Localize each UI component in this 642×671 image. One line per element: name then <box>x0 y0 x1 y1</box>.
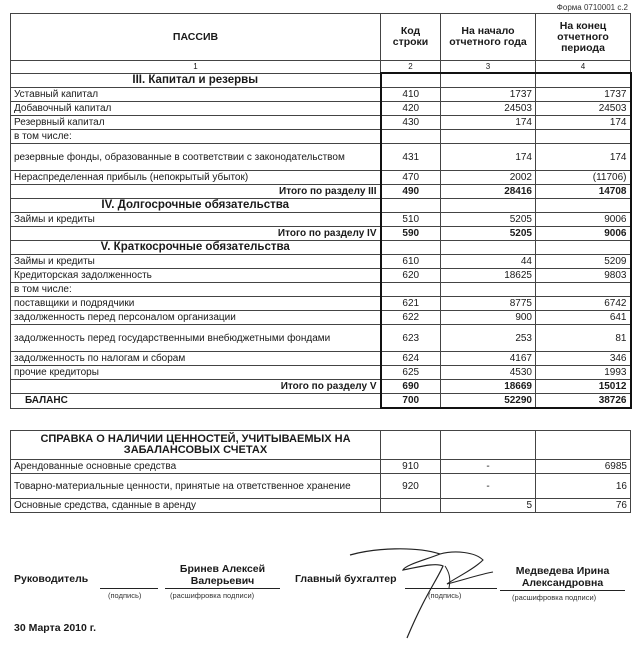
table-row <box>11 213 631 227</box>
header-code: Код строки <box>381 14 441 61</box>
section-row <box>11 199 631 213</box>
table-row <box>11 144 631 171</box>
row-end-value: 641 <box>536 311 631 325</box>
row-name: задолженность по налогам и сборам <box>11 352 381 366</box>
balance-row <box>11 394 631 409</box>
accountant-signature <box>345 540 505 640</box>
col-number: 2 <box>381 61 441 74</box>
row-start-value: 1737 <box>441 88 536 102</box>
liabilities-rows <box>11 73 631 408</box>
row-name: Кредиторская задолженность <box>11 269 381 283</box>
header-end-of-period: На конец отчетного периода <box>536 14 631 61</box>
row-end-value: 9006 <box>536 213 631 227</box>
row-end-value: 1993 <box>536 366 631 380</box>
row-code: 621 <box>381 297 441 311</box>
row-name: Займы и кредиты <box>11 213 381 227</box>
table-row <box>11 255 631 269</box>
row-start-value: 52290 <box>441 394 536 409</box>
row-code: 490 <box>381 185 441 199</box>
row-start-value: 900 <box>441 311 536 325</box>
empty-cell <box>441 431 536 460</box>
row-code: 410 <box>381 88 441 102</box>
row-start-value <box>441 73 536 88</box>
row-start-value: 5205 <box>441 227 536 241</box>
row-start-value <box>441 283 536 297</box>
off-row-start: - <box>441 460 536 474</box>
row-end-value: 346 <box>536 352 631 366</box>
row-code: 625 <box>381 366 441 380</box>
row-name: Итого по разделу V <box>11 380 381 394</box>
row-code: 420 <box>381 102 441 116</box>
row-start-value <box>441 199 536 213</box>
table-row <box>11 171 631 185</box>
row-end-value: 15012 <box>536 380 631 394</box>
row-end-value: 81 <box>536 325 631 352</box>
table-row <box>11 102 631 116</box>
off-balance-row <box>11 460 631 474</box>
table-row <box>11 269 631 283</box>
row-code: 610 <box>381 255 441 269</box>
section-row <box>11 241 631 255</box>
row-code <box>381 130 441 144</box>
row-code: 430 <box>381 116 441 130</box>
off-row-end: 16 <box>536 474 631 499</box>
row-code: 622 <box>381 311 441 325</box>
row-name: Уставный капитал <box>11 88 381 102</box>
off-balance-row <box>11 499 631 513</box>
total-row <box>11 227 631 241</box>
row-name: резервные фонды, образованные в соответствии с законодательством <box>11 144 381 171</box>
col-number: 4 <box>536 61 631 74</box>
row-code <box>381 241 441 255</box>
row-name: III. Капитал и резервы <box>11 73 381 88</box>
head-decode-line <box>165 588 280 589</box>
row-name: в том числе: <box>11 130 381 144</box>
row-start-value: 5205 <box>441 213 536 227</box>
row-code: 590 <box>381 227 441 241</box>
accountant-sign-caption: (подпись) <box>428 591 462 600</box>
row-code: 624 <box>381 352 441 366</box>
row-code: 470 <box>381 171 441 185</box>
off-balance-title: СПРАВКА О НАЛИЧИИ ЦЕННОСТЕЙ, УЧИТЫВАЕМЫХ НА ЗАБАЛАНСОВЫХ СЧЕТАХ <box>11 431 381 460</box>
row-end-value: 6742 <box>536 297 631 311</box>
row-end-value <box>536 241 631 255</box>
row-start-value: 174 <box>441 144 536 171</box>
row-end-value <box>536 130 631 144</box>
row-end-value: 24503 <box>536 102 631 116</box>
row-name: Итого по разделу IV <box>11 227 381 241</box>
row-code <box>381 73 441 88</box>
row-end-value: 5209 <box>536 255 631 269</box>
off-balance-row <box>11 474 631 499</box>
off-row-code <box>381 499 441 513</box>
row-start-value: 174 <box>441 116 536 130</box>
row-end-value <box>536 283 631 297</box>
row-name: Займы и кредиты <box>11 255 381 269</box>
row-code: 700 <box>381 394 441 409</box>
section-row <box>11 73 631 88</box>
table-row <box>11 297 631 311</box>
empty-cell <box>536 431 631 460</box>
row-end-value: 174 <box>536 116 631 130</box>
row-start-value: 28416 <box>441 185 536 199</box>
report-date: 30 Марта 2010 г. <box>14 622 97 634</box>
off-row-code: 920 <box>381 474 441 499</box>
table-row <box>11 311 631 325</box>
off-row-end: 6985 <box>536 460 631 474</box>
accountant-name: Медведева Ирина Александровна <box>515 565 610 589</box>
row-name: Итого по разделу III <box>11 185 381 199</box>
table-row <box>11 366 631 380</box>
head-name: Бринев Алексей Валерьевич <box>179 563 266 587</box>
off-row-start: - <box>441 474 536 499</box>
row-start-value: 18625 <box>441 269 536 283</box>
row-code: 690 <box>381 380 441 394</box>
row-name: задолженность перед персоналом организации <box>11 311 381 325</box>
table-row <box>11 352 631 366</box>
row-start-value: 4530 <box>441 366 536 380</box>
row-end-value: 14708 <box>536 185 631 199</box>
off-row-name: Основные средства, сданные в аренду <box>11 499 381 513</box>
head-decode-caption: (расшифровка подписи) <box>170 591 255 600</box>
row-start-value: 253 <box>441 325 536 352</box>
table-row <box>11 116 631 130</box>
row-name: Нераспределенная прибыль (непокрытый убыток) <box>11 171 381 185</box>
row-end-value: 1737 <box>536 88 631 102</box>
col-number: 1 <box>11 61 381 74</box>
row-code <box>381 283 441 297</box>
row-name: Резервный капитал <box>11 116 381 130</box>
row-name: V. Краткосрочные обязательства <box>11 241 381 255</box>
table-row <box>11 325 631 352</box>
off-row-end: 76 <box>536 499 631 513</box>
row-name: Добавочный капитал <box>11 102 381 116</box>
row-start-value: 18669 <box>441 380 536 394</box>
liabilities-table <box>10 13 632 409</box>
head-sign-line <box>100 588 158 589</box>
form-code: Форма 0710001 с.2 <box>556 3 628 12</box>
row-end-value: 174 <box>536 144 631 171</box>
row-code: 510 <box>381 213 441 227</box>
accountant-decode-line <box>500 590 625 591</box>
accountant-label: Главный бухгалтер <box>295 573 397 585</box>
table-row <box>11 130 631 144</box>
off-row-name: Арендованные основные средства <box>11 460 381 474</box>
off-row-name: Товарно-материальные ценности, принятые на ответственное хранение <box>11 474 381 499</box>
head-label: Руководитель <box>14 573 89 585</box>
row-end-value: 9006 <box>536 227 631 241</box>
row-name: задолженность перед государственными внебюджетными фондами <box>11 325 381 352</box>
row-name: IV. Долгосрочные обязательства <box>11 199 381 213</box>
row-name: в том числе: <box>11 283 381 297</box>
row-end-value: 9803 <box>536 269 631 283</box>
row-start-value <box>441 241 536 255</box>
row-name: поставщики и подрядчики <box>11 297 381 311</box>
row-code <box>381 199 441 213</box>
header-start-of-year: На начало отчетного года <box>441 14 536 61</box>
row-start-value: 8775 <box>441 297 536 311</box>
row-end-value: 38726 <box>536 394 631 409</box>
total-row <box>11 380 631 394</box>
row-code: 431 <box>381 144 441 171</box>
row-code: 620 <box>381 269 441 283</box>
row-start-value <box>441 130 536 144</box>
row-start-value: 4167 <box>441 352 536 366</box>
off-balance-table <box>10 430 631 513</box>
table-row <box>11 88 631 102</box>
header-liabilities: ПАССИВ <box>11 14 381 61</box>
row-start-value: 2002 <box>441 171 536 185</box>
row-end-value <box>536 199 631 213</box>
row-end-value: (11706) <box>536 171 631 185</box>
off-row-code: 910 <box>381 460 441 474</box>
row-name: БАЛАНС <box>11 394 381 409</box>
row-end-value <box>536 73 631 88</box>
total-row <box>11 185 631 199</box>
empty-cell <box>381 431 441 460</box>
accountant-decode-caption: (расшифровка подписи) <box>512 593 597 602</box>
table-row <box>11 283 631 297</box>
row-start-value: 44 <box>441 255 536 269</box>
row-name: прочие кредиторы <box>11 366 381 380</box>
off-row-start: 5 <box>441 499 536 513</box>
head-sign-caption: (подпись) <box>108 591 142 600</box>
row-code: 623 <box>381 325 441 352</box>
row-start-value: 24503 <box>441 102 536 116</box>
col-number: 3 <box>441 61 536 74</box>
